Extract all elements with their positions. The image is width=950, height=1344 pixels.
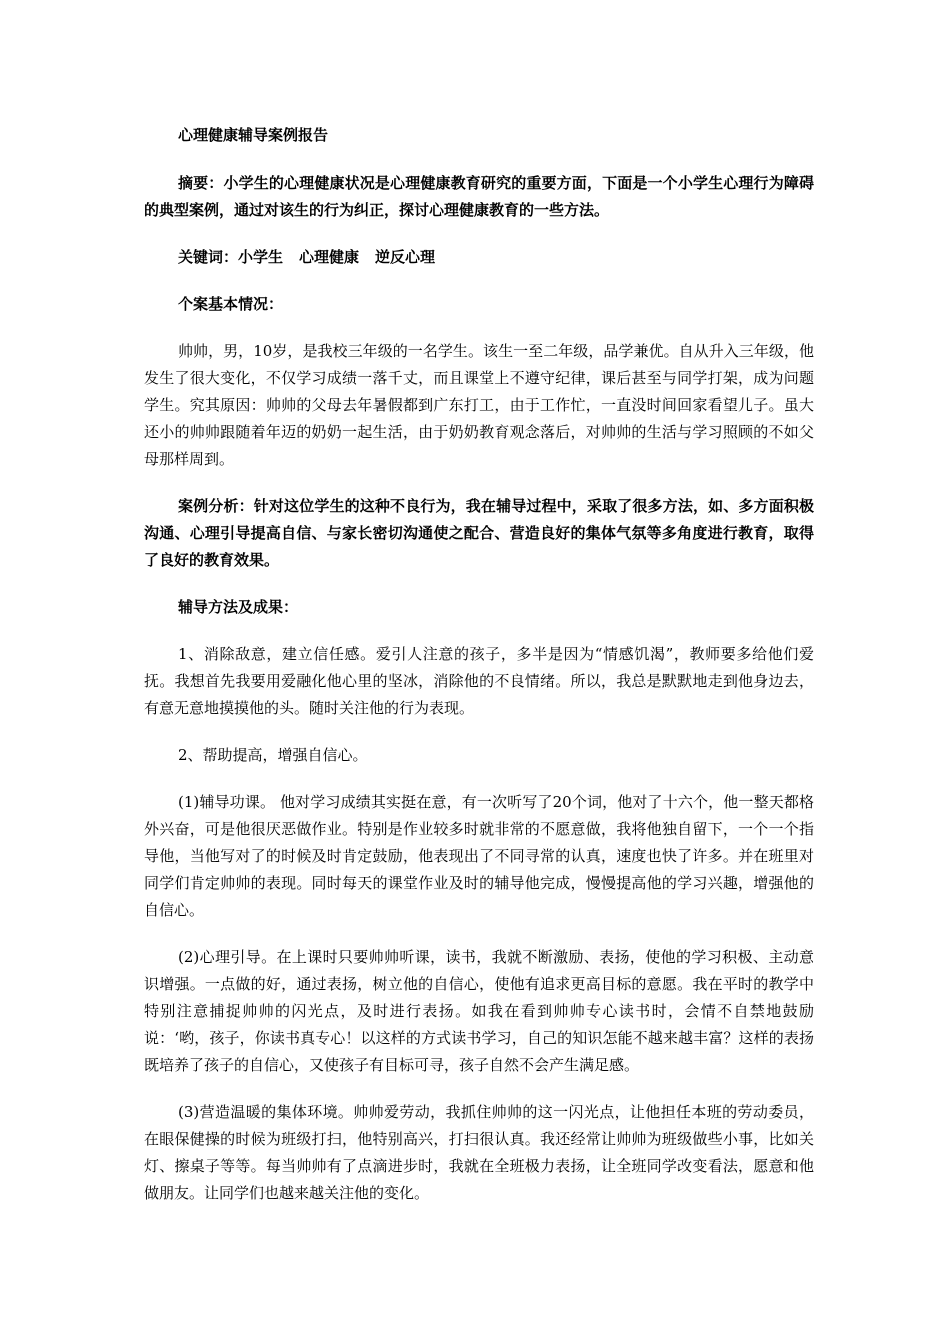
- abstract-paragraph: 摘要：小学生的心理健康状况是心理健康教育研究的重要方面，下面是一个小学生心理行为障碍的典型案例，通过对该生的行为纠正，探讨心理健康教育的一些方法。: [144, 174, 814, 219]
- case-paragraph: 帅帅，男，10岁，是我校三年级的一名学生。该生一至二年级，品学兼优。自从升入三年级，他发生了很大变化，不仅学习成绩一落千丈，而且课堂上不遵守纪律，课后甚至与同学打架，成为问题学生。究其原因：帅帅的父母去年暑假都到广东打工，由于工作忙，一直没时间回家看望儿子。虽大还小的帅帅跟随着年迈的奶奶一起生活，由于奶奶教育观念落后，对帅帅的生活与学习照顾的不如父母那样周到。: [144, 342, 814, 468]
- method-2-3-paragraph: (3)营造温暖的集体环境。帅帅爱劳动，我抓住帅帅的这一闪光点，让他担任本班的劳动委员，在眼保健操的时候为班级打扫，他特别高兴，打扫很认真。我还经常让帅帅为班级做些小事，比如关灯、擦桌子等等。每当帅帅有了点滴进步时，我就在全班极力表扬，让全班同学改变看法，愿意和他做朋友。让同学们也越来越关注他的变化。: [144, 1103, 814, 1202]
- method-2-paragraph: 2、帮助提高，增强自信心。: [178, 746, 368, 764]
- methods-heading: 辅导方法及成果：: [178, 598, 299, 616]
- keyword-item: 心理健康: [299, 248, 360, 266]
- keywords-label: 关键词：: [178, 248, 239, 266]
- keyword-item: 逆反心理: [375, 248, 436, 266]
- method-2-1-paragraph: (1)辅导功课。 他对学习成绩其实挺在意，有一次听写了20个词，他对了十六个，他一整天都格外兴奋，可是他很厌恶做作业。特别是作业较多时就非常的不愿意做，我将他独自留下，一个一个指导他，当他写对了的时候及时肯定鼓励，他表现出了不同寻常的认真，速度也快了许多。并在班里对同学们肯定帅帅的表现。同时每天的课堂作业及时的辅导他完成，慢慢提高他的学习兴趣，增强他的自信心。: [144, 793, 814, 919]
- document-title: 心理健康辅导案例报告: [178, 126, 329, 144]
- case-heading: 个案基本情况：: [178, 295, 284, 313]
- keywords-line: [144, 244, 814, 271]
- analysis-paragraph: 案例分析：针对这位学生的这种不良行为，我在辅导过程中，采取了很多方法，如、多方面积极沟通、心理引导提高自信、与家长密切沟通使之配合、营造良好的集体气氛等多角度进行教育，取得了良好的教育效果。: [144, 497, 814, 569]
- method-1-paragraph: 1、消除敌意，建立信任感。爱引人注意的孩子，多半是因为“情感饥渴”，教师要多给他们爱抚。我想首先我要用爱融化他心里的坚冰，消除他的不良情绪。所以，我总是默默地走到他身边去，有意无意地摸摸他的头。随时关注他的行为表现。: [144, 645, 814, 717]
- method-2-2-paragraph: (2)心理引导。在上课时只要帅帅听课，读书，我就不断激励、表扬，使他的学习积极、主动意识增强。一点做的好，通过表扬，树立他的自信心，使他有追求更高目标的意愿。我在平时的教学中特别注意捕捉帅帅的闪光点，及时进行表扬。如我在看到帅帅专心读书时，会情不自禁地鼓励说：‘哟，孩子，你读书真专心！以这样的方式读书学习，自己的知识怎能不越来越丰富？这样的表扬既培养了孩子的自信心，又使孩子有目标可寻，孩子自然不会产生满足感。: [144, 948, 814, 1074]
- document-page: [144, 120, 814, 1227]
- keyword-item: 小学生: [238, 248, 284, 266]
